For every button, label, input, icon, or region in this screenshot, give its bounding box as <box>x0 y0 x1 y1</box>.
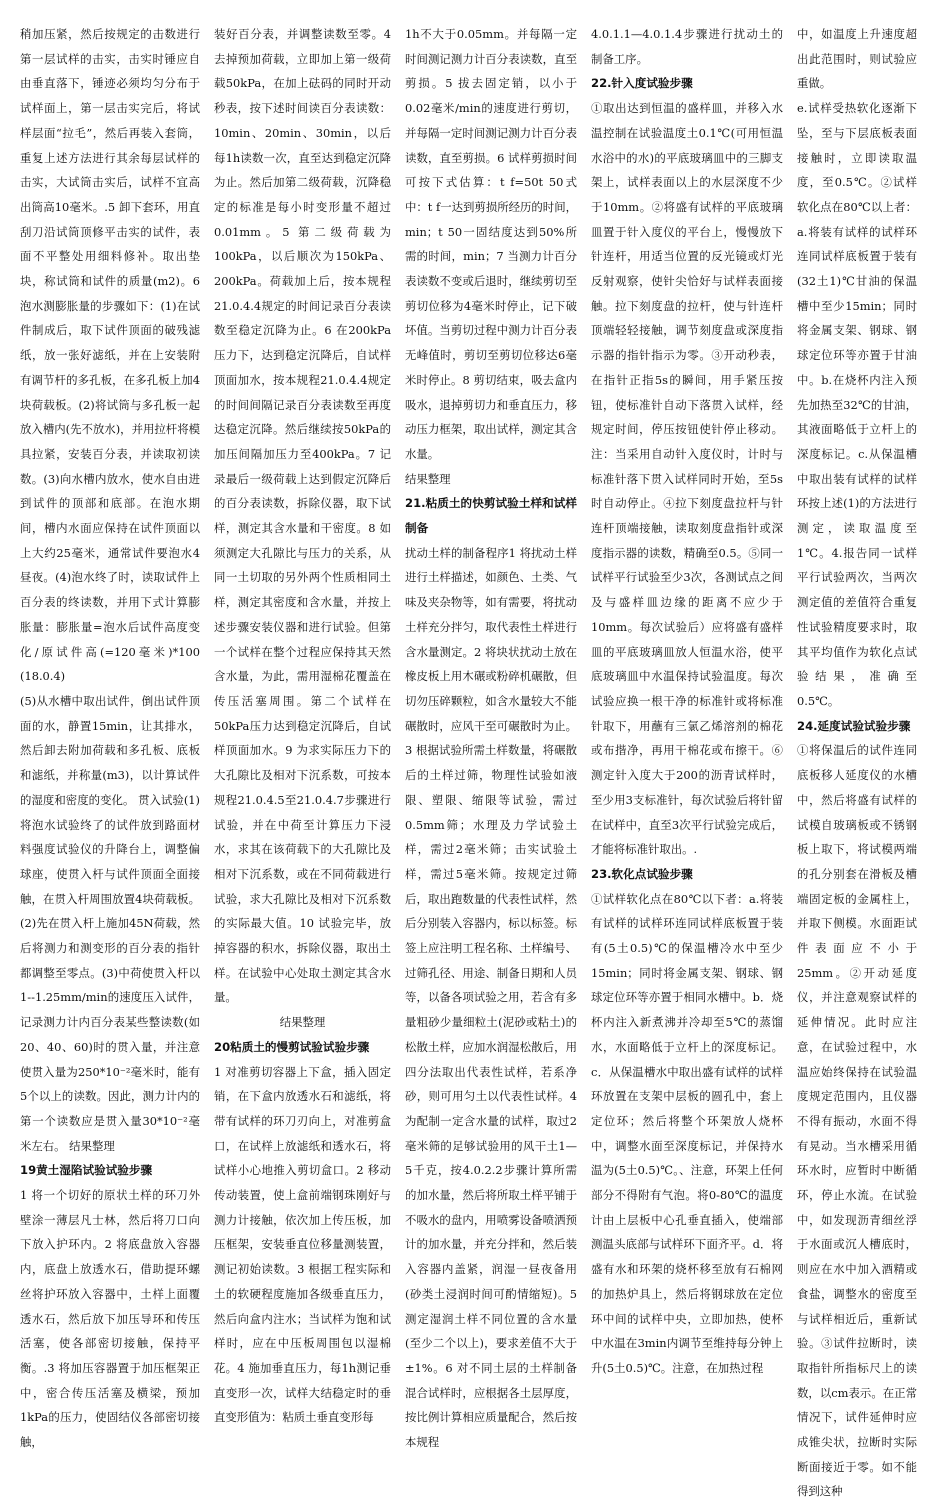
text-column-3 <box>405 22 577 1450</box>
paragraph: 1 对准剪切容器上下盒，插入固定销，在下盒内放透水石和滤纸，将带有试样的环刀刃向上，对准剪盒口，在试样上放滤纸和透水石，将试样小心地推入剪切盒口。2 移动传动装置，使上盒前端钢珠刚好与测力计接触，依次加上传压板，加压框架，安装垂直位移量测装置，测记初始读数。3 根据工程实际和土的软硬程度施加各级垂直压力，然后向盒内注水；当试样为饱和试样时，应在中压板周围包以湿棉花。4 施加垂直压力，每1h测记垂直变形一次，试样大结稳定时的垂直变形值为：粘质土垂直变形每 <box>214 1064 391 1425</box>
result-label: 结果整理 <box>405 471 451 486</box>
section-heading: 23.软化点试验步骤 <box>591 866 693 881</box>
paragraph: ①取出达到恒温的盛样皿，并移入水温控制在试验温度土0.1℃(可用恒温水浴中的水)的平底玻璃皿中的三脚支架上，试样表面以上的水层深度不少于10mm。②将盛有试样的平底玻璃皿置于针入度仪的平台上，慢慢放下针连杆，用适当位置的反光镜或灯光反射观察，使针尖恰好与试样表面接触。拉下刻度盘的拉杆，使与针连杆顶端轻轻接触，调节刻度盘或深度指示器的指针指示为零。③开动秒表，在指针正指5s的瞬间，用手紧压按钮，使标准针自动下落贯入试样，经规定时间，停压按钮使针停止移动。注：当采用自动针入度仪时，计时与标准针落下贯入试样同时开始，至5s时自动停止。④拉下刻度盘拉杆与针连杆顶端接触，读取刻度盘指针或深度指示器的读数，精确至0.5。⑤同一试样平行试验至少3次，各测试点之间及与盛样皿边缘的距离不应少于10mm。每次试验后）应将盛有盛样皿的平底玻璃皿放人恒温水浴，使平底玻璃皿中水温保持试验温度。每次试验应换一根干净的标准针或将标准针取下，用蘸有三氯乙烯溶剂的棉花或布揩净，再用干棉花或布擦干。⑥测定针入度大于200的沥青试样时，至少用3支标准针，每次试验后将针留在试样中，直至3次平行试验完成后，才能将标准针取出。. <box>591 101 783 857</box>
text-column-5 <box>797 22 917 1499</box>
paragraph: 4.0.1.1—4.0.1.4步骤进行扰动土的制备工序。 <box>591 27 783 66</box>
section-heading: 20粘质土的慢剪试验试验步骤 <box>214 1039 370 1054</box>
section-heading: 19黄土湿陷试验试验步骤 <box>20 1163 153 1178</box>
paragraph: 1 将一个切好的原状土样的环刀外壁涂一薄层凡士林，然后将刀口向下放入护环内。2 将底盘放入容器内，底盘上放透水石，借助提环螺丝将护环放入容器中，土样上面覆透水石，然后放下加压导环和传压活塞，使各部密切接触，保持平衡。.3 将加压容器置于加压框架正中，密合传压活塞及横梁，预加1kPa的压力，使固结仪各部密切接触， <box>20 1188 200 1450</box>
text-column-2 <box>214 22 391 1425</box>
paragraph: 装好百分表，并调整读数至零。4 去掉预加荷载，立即加上第一级荷载50kPa，在加上砝码的同时开动秒表，按下述时间读百分表读数：10min、20min、30min，以后每1h读数一次，直至达到稳定沉降为止。然后加第二级荷载，沉降稳定的标准是每小时变形量不超过0.01mm。5 第二级荷载为100kPa，以后顺次为150kPa、200kPa。荷载加上后，按本规程21.0.4.4规定的时间记录百分表读数至稳定沉降为止。6 在200kPa压力下，达到稳定沉降后，自试样顶面加水，按本规程21.0.4.4规定的时间间隔记录百分表读数至再度达稳定沉降。然后继续按50kPa的加压间隔加压力至400kPa。7 记录最后一级荷载上达到假定沉降后的百分表读数，拆除仪器，取下试样，测定其含水量和干密度。8 如须测定大孔隙比与压力的关系，从同一土切取的另外两个性质相同土样，测定其密度和含水量，并按上述步骤安装仪器和进行试验。但第一个试样在整个过程应保持其天然含水量，为此，需用湿棉花覆盖在传压活塞周围。第二个试样在50kPa压力达到稳定沉降后，自试样顶面加水。9 为求实际压力下的大孔隙比及相对下沉系数，可按本规程21.0.4.5至21.0.4.7步骤进行试验，并在中荷至计算压力下浸水，求其在该荷载下的大孔隙比及相对下沉系数，或在不同荷载进行试验，求大孔隙比及相对下沉系数的实际最大值。10 试验完毕，放掉容器的积水，拆除仪器，取出土样。在试验中心处取土测定其含水量。 <box>214 27 391 1005</box>
paragraph: ①将保温后的试件连同底板移人延度仪的水槽中，然后将盛有试样的试模自玻璃板或不锈钢板上取下，将试模两端的孔分别套在滑板及槽端固定板的金属柱上，并取下侧模。水面距试件表面应不小于25mm。②开动延度仪，并注意观察试样的延伸情况。此时应注意，在试验过程中，水温应始终保持在试验温度规定范围内，且仪器不得有振动，水面不得有晃动。当水槽采用循环水时，应暂时中断循环，停止水流。在试验中，如发现沥青细丝浮于水面或沉人槽底时，则应在水中加入酒精或食盐，调整水的密度至与试样相近后，重新试验。③试件拉断时，读取指针所指标尺上的读数，以cm表示。在正常情况下，试件延伸时应成锥尖状，拉断时实际断面接近于零。如不能得到这种 <box>797 743 917 1499</box>
paragraph: 扰动土样的制备程序1 将扰动土样进行土样描述，如颜色、土类、气味及夹杂物等，如有需要，将扰动土样充分拌匀，取代表性土样进行含水量测定。2 将块状扰动土放在橡皮板上用木碾或粉碎机碾散，但切勿压碎颗粒，如含水量较大不能碾散时，应风干至可碾散时为止。3 根据试验所需土样数量，将碾散后的土样过筛，物理性试验如液限、塑限、缩限等试验，需过0.5mm筛；水理及力学试验土样，需过2毫米筛；击实试验土样，需过5毫米筛。按规定过筛后，取出跑数量的代表性试样，然后分别装入容器内，标以标签。标签上应注明工程名称、土样编号、过筛孔径、用途、制备日期和人员等，以备各项试验之用，若含有多量粗砂少量细粒土(泥砂或粘土)的松散土样，应加水润湿松散后，用四分法取出代表性试样，若系净砂，则可用匀土以代表性试样。4 为配制一定含水量的试样，取过2毫米筛的足够试验用的风干土1—5千克，按4.0.2.2步骤计算所需的加水量，然后将所取土样平铺于不吸水的盘内，用喷雾设备喷洒预计的加水量，并充分拌和，然后装入容器内盖紧，润湿一昼夜备用(砂类土浸润时间可酌情缩短)。5 测定湿润土样不同位置的含水量(至少二个以上)，要求差值不大于±1%。6 对不同土层的土样制备混合试样时，应根据各土层厚度，按比例计算相应质量配合，然后按本规程 <box>405 545 577 1450</box>
paragraph: 中，如温度上升速度超出此范围时，则试验应重做。 <box>797 27 917 91</box>
paragraph: (5)从水槽中取出试件，倒出试件顶面的水，静置15min，让其排水，然后卸去附加荷载和多孔板、底板和滤纸，并称量(m3)，以计算试件的湿度和密度的变化。 贯入试验(1)将泡水试验终了的试件放到路面材料强度试验仪的升降台上，调整偏球座，使贯入杆与试件顶面全面接触，在贯入杆周围放置4块荷载板。(2)先在贯入杆上施加45N荷载，然后将测力和测变形的百分表的指针都调整至零点。(3)中荷使贯入杆以1--1.25mm/min的速度压入试件，记录测力计内百分表某些整读数(如20、40、60)时的贯入量，并注意使贯入量为250*10⁻²毫米时，能有5个以上的读数。因此，测力计内的第一个读数应是贯入量30*10⁻²毫米左右。 结果整理 <box>20 693 200 1153</box>
text-column-1 <box>20 22 200 1450</box>
text-column-4 <box>591 22 783 1375</box>
paragraph: ①试样软化点在80℃以下者：a.将装有试样的试样环连同试样底板置于装有(5土0.5)℃的保温槽冷水中至少15min；同时将金属支架、钢球、钢球定位环等亦置于相同水槽中。b．烧杯内注入新煮沸并冷却至5℃的蒸馏水，水面略低于立杆上的深度标记。c．从保温槽水中取出盛有试样的试样环放置在支架中层板的圆孔中，套上定位环；然后将整个环架放人烧杯中，调整水面至深度标记，并保持水温为(5土0.5)℃。、注意，环架上任何部分不得附有气泡。将0-80℃的温度计由上层板中心孔垂直插入，使端部测温头底部与试样环下面齐平。d．将盛有水和环架的烧杯移至放有石棉网的加热炉具上，然后将钢球放在定位环中间的试样中央，立即加热，使杯中水温在3min内调节至维持每分钟上升(5土0.5)℃。注意，在加热过程 <box>591 891 783 1375</box>
paragraph: e.试样受热软化逐渐下坠，至与下层底板表面接触时，立即读取温度，至0.5℃。②试样软化点在80℃以上者：a.将装有试样的试样环连同试样底板置于装有(32土1)℃甘油的保温槽中至少15min；同时将金属支架、钢球、钢球定位环等亦置于甘油中。b.在烧杯内注入预先加热至32℃的甘油，其液面略低于立杆上的深度标记。c.从保温槽中取出装有试样的试样环按上述(1)的方法进行测定，读取温度至1℃。4.报告同一试样平行试验两次，当两次测定值的差值符合重复性试验精度要求时，取其平均值作为软化点试验结果，准确至0.5℃。 <box>797 101 917 708</box>
paragraph: 1h不大于0.05mm。并每隔一定时间测记测力计百分表读数，直至剪损。5 拔去固定销，以小于0.02毫米/min的速度进行剪切，并每隔一定时间测记测力计百分表读数，直至剪损。6 试样剪损时间可按下式估算：t f=50t 50式中：t f一达到剪损所经历的时间，min；t 50一固结度达到50%所需的时间，min；7 当测力计百分表读数不变或后退时，继续剪切至剪切位移为4毫米时停止，记下破坏值。当剪切过程中测力计百分表无峰值时，剪切至剪切位移达6毫米时停止。8 剪切结束，吸去盒内吸水，退掉剪切力和垂直压力，移动压力框架，取出试样，测定其含水量。 <box>405 27 577 461</box>
section-heading: 22.针入度试验步骤 <box>591 76 693 91</box>
result-label: 结果整理 <box>279 1015 326 1030</box>
section-heading: 24.延度试验试验步骤 <box>797 718 911 733</box>
paragraph: 稍加压紧，然后按规定的击数进行第一层试样的击实，击实时锤应自由垂直落下，锤迹必须均匀分布于试样面上，第一层击实完后，将试样层面“拉毛”，然后再装入套筒，重复上述方法进行其余每层试样的击实，大试筒击实后，试样不宜高出筒高10毫米。.5 卸下套环，用直刮刀沿试筒顶修平击实的试件，表面不平整处用细料修补。取出垫块，称试筒和试件的质量(m2)。6 泡水测膨胀量的步骤如下：(1)在试件制成后，取下试件顶面的破残滤纸，放一张好滤纸，并在上安装附有调节杆的多孔板，在多孔板上加4块荷载板。(2)将试筒与多孔板一起放入槽内(先不放水)，并用拉杆将模具拉紧，安装百分表，并读取初读数。(3)向水槽内放水，使水自由进到试件的顶部和底部。在泡水期间，槽内水面应保持在试件顶面以上大约25毫米，通常试件要泡水4昼夜。(4)泡水终了时，读取试件上百分表的终读数，并用下式计算膨胀量：膨胀量=泡水后试件高度变化/原试件高(=120毫米)*100 (18.0.4) <box>20 27 200 684</box>
section-heading: 21.粘质土的快剪试验土样和试样制备 <box>405 496 577 536</box>
